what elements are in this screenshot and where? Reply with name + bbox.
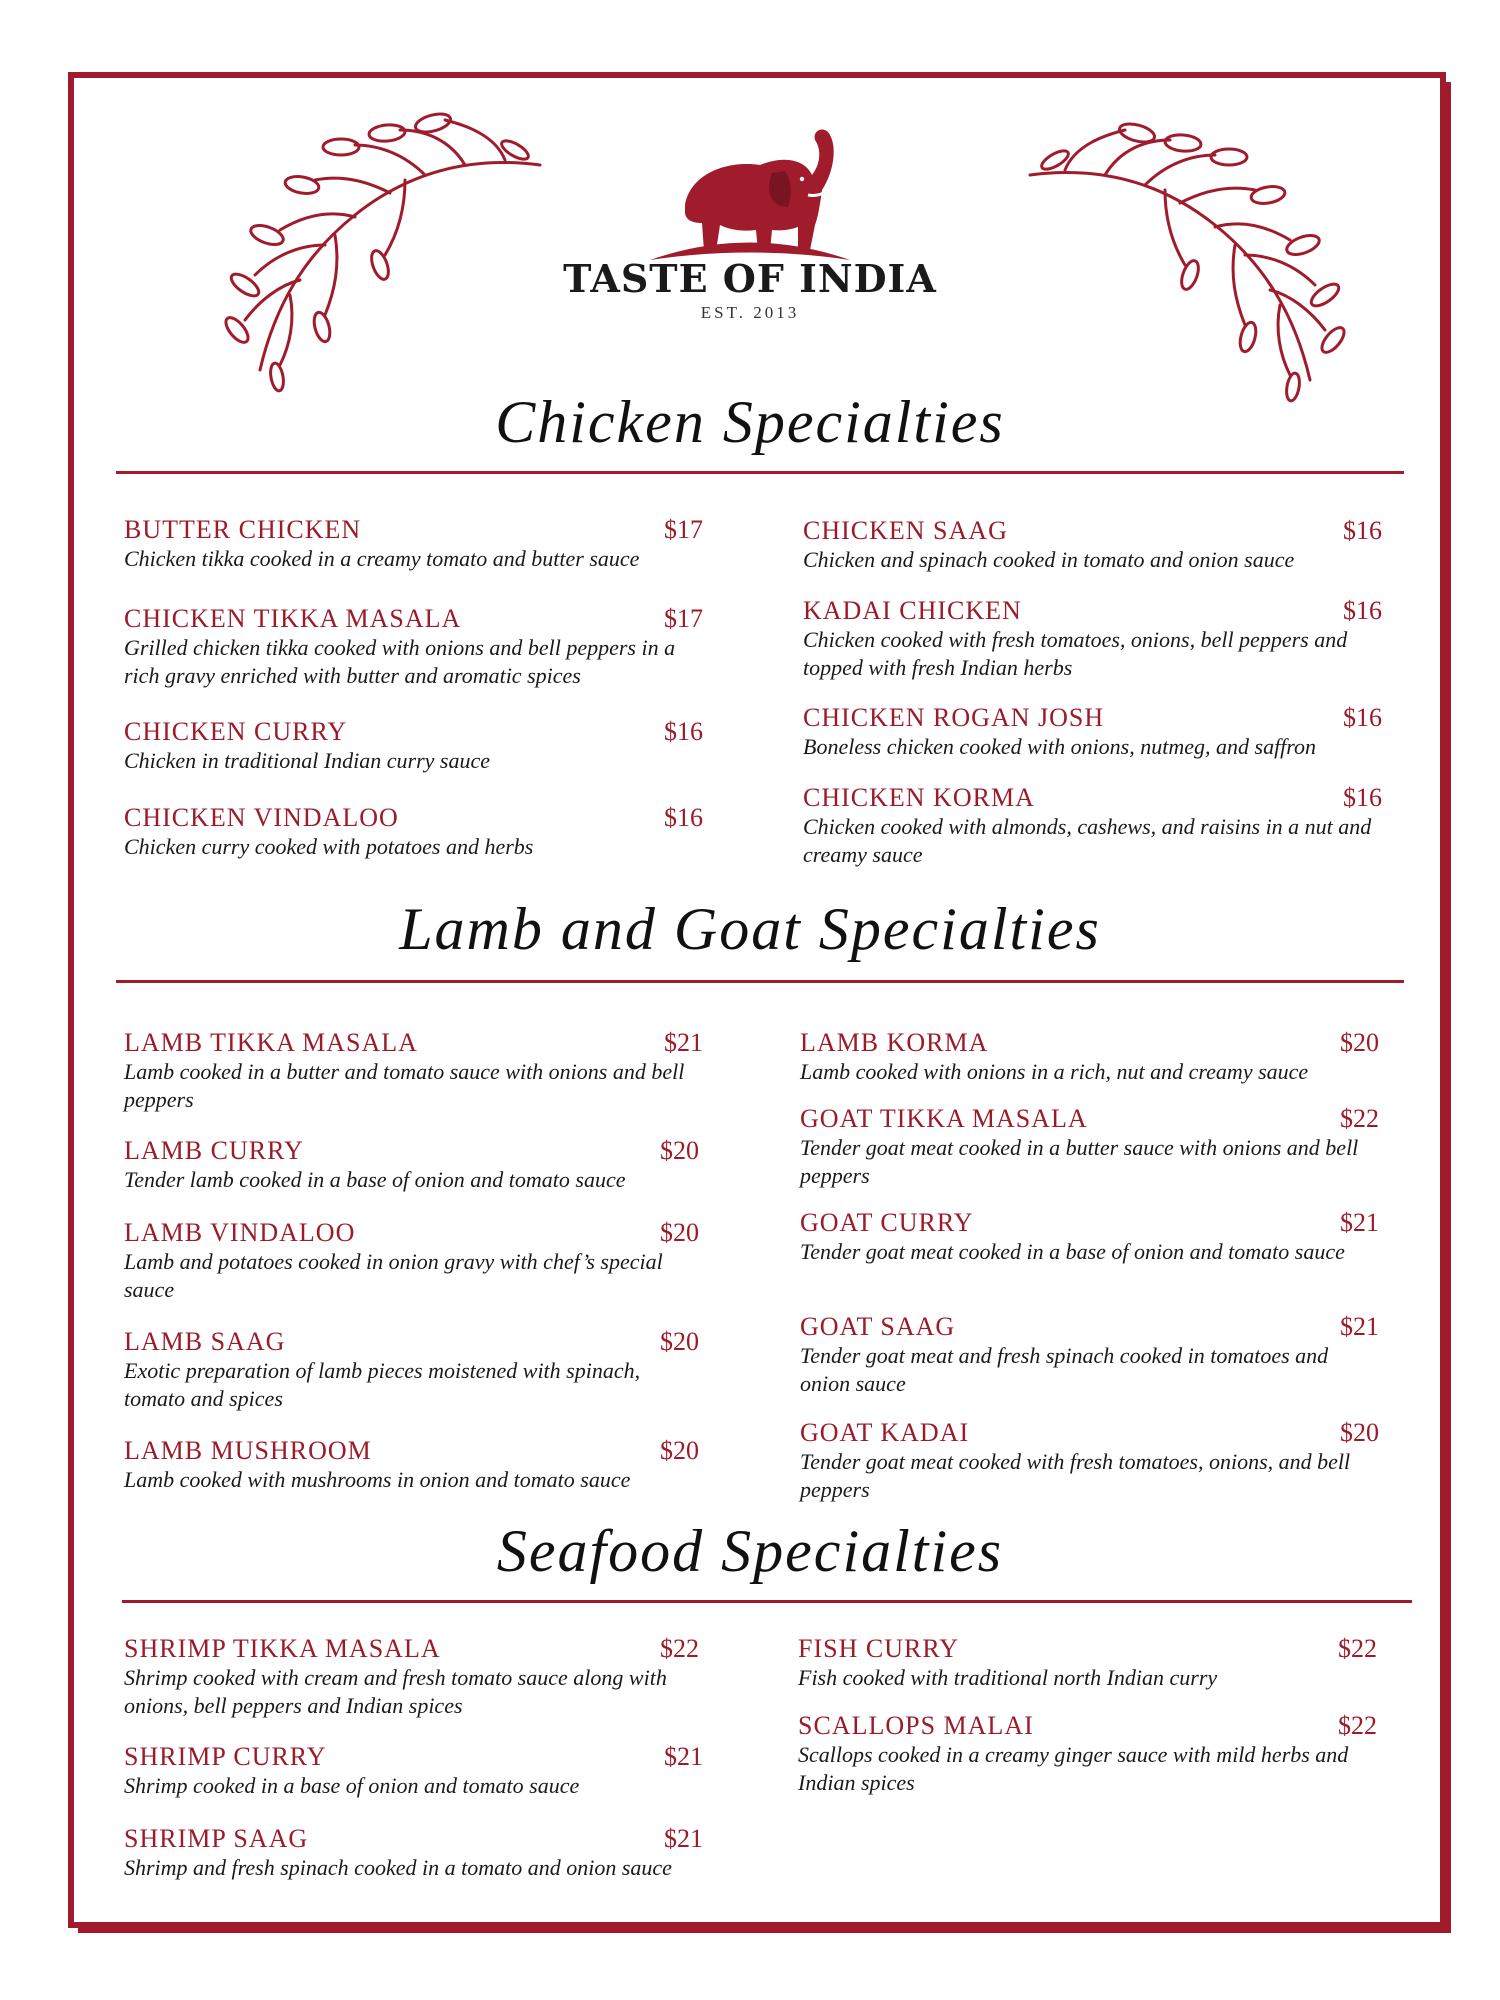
item-name: SHRIMP SAAG <box>124 1824 309 1853</box>
item-price: $17 <box>664 604 703 633</box>
item-description: Boneless chicken cooked with onions, nutmeg, and saffron <box>803 734 1317 759</box>
item-description: Tender goat meat cooked with fresh tomatoes, onions, and bell peppers <box>800 1449 1351 1502</box>
menu-item <box>800 1028 1380 1086</box>
section-title: Chicken Specialties <box>495 389 1005 455</box>
leaf-branch-icon <box>1020 115 1405 405</box>
menu-item <box>124 1327 704 1413</box>
item-price: $16 <box>1343 783 1382 812</box>
item-name: LAMB TIKKA MASALA <box>124 1028 418 1057</box>
item-name: CHICKEN ROGAN JOSH <box>803 703 1105 732</box>
item-price: $20 <box>660 1218 699 1247</box>
item-description: Exotic preparation of lamb pieces moistened with spinach, tomato and spices <box>124 1358 641 1411</box>
item-price: $21 <box>664 1742 703 1771</box>
item-price: $21 <box>664 1824 703 1853</box>
menu-item <box>798 1634 1378 1692</box>
menu-item <box>124 1436 704 1494</box>
item-price: $16 <box>1343 596 1382 625</box>
item-description: Fish cooked with traditional north Indian curry <box>798 1665 1218 1690</box>
brand-name: TASTE OF INDIA <box>563 256 937 301</box>
item-name: LAMB CURRY <box>124 1136 304 1165</box>
item-name: LAMB KORMA <box>800 1028 989 1057</box>
item-price: $20 <box>660 1327 699 1356</box>
menu-item <box>800 1104 1380 1190</box>
menu-item <box>800 1418 1380 1504</box>
item-description: Lamb cooked in a butter and tomato sauce with onions and bell peppers <box>124 1059 685 1112</box>
item-price: $22 <box>1338 1634 1377 1663</box>
item-name: CHICKEN SAAG <box>803 516 1008 545</box>
menu-item <box>124 604 704 690</box>
item-name: KADAI CHICKEN <box>803 596 1022 625</box>
menu-border-shadow-right <box>1446 82 1451 1932</box>
item-price: $20 <box>660 1136 699 1165</box>
item-name: LAMB MUSHROOM <box>124 1436 372 1465</box>
section-divider <box>122 1600 1412 1603</box>
menu-item <box>803 783 1383 869</box>
menu-item <box>803 703 1383 761</box>
item-description: Scallops cooked in a creamy ginger sauce with mild herbs and Indian spices <box>798 1742 1349 1795</box>
item-description: Lamb and potatoes cooked in onion gravy with chef’s special sauce <box>124 1249 663 1302</box>
menu-item <box>803 596 1383 682</box>
item-price: $16 <box>664 803 703 832</box>
leaf-branch-icon <box>165 105 550 395</box>
item-name: GOAT TIKKA MASALA <box>800 1104 1088 1133</box>
menu-item <box>803 516 1383 574</box>
menu-item <box>124 1742 704 1800</box>
item-name: SHRIMP TIKKA MASALA <box>124 1634 441 1663</box>
item-description: Chicken tikka cooked in a creamy tomato and butter sauce <box>124 546 640 571</box>
item-price: $20 <box>1340 1418 1379 1447</box>
section-divider <box>116 471 1404 474</box>
item-name: CHICKEN VINDALOO <box>124 803 399 832</box>
item-price: $22 <box>1338 1711 1377 1740</box>
item-price: $22 <box>1340 1104 1379 1133</box>
section-title: Lamb and Goat Specialties <box>399 896 1101 962</box>
item-price: $21 <box>1340 1312 1379 1341</box>
menu-item <box>124 717 704 775</box>
item-name: SHRIMP CURRY <box>124 1742 327 1771</box>
item-description: Chicken and spinach cooked in tomato and onion sauce <box>803 547 1295 572</box>
item-name: LAMB SAAG <box>124 1327 286 1356</box>
item-name: CHICKEN CURRY <box>124 717 348 746</box>
item-description: Chicken cooked with fresh tomatoes, onions, bell peppers and topped with fresh Indian herbs <box>803 627 1348 680</box>
item-price: $20 <box>1340 1028 1379 1057</box>
item-description: Tender goat meat cooked in a base of onion and tomato sauce <box>800 1239 1345 1264</box>
item-price: $21 <box>1340 1208 1379 1237</box>
item-description: Tender lamb cooked in a base of onion and tomato sauce <box>124 1167 626 1192</box>
item-name: FISH CURRY <box>798 1634 959 1663</box>
item-description: Shrimp cooked in a base of onion and tomato sauce <box>124 1773 580 1798</box>
menu-item <box>124 1028 704 1114</box>
item-price: $16 <box>1343 516 1382 545</box>
menu-item <box>124 1136 704 1194</box>
menu-item <box>798 1711 1378 1797</box>
menu-border-shadow-bottom <box>78 1928 1451 1933</box>
item-description: Shrimp and fresh spinach cooked in a tomato and onion sauce <box>124 1855 672 1880</box>
item-price: $16 <box>664 717 703 746</box>
item-description: Chicken in traditional Indian curry sauce <box>124 748 490 773</box>
item-price: $16 <box>1343 703 1382 732</box>
menu-item <box>124 803 704 861</box>
item-price: $20 <box>660 1436 699 1465</box>
menu-item <box>124 1634 704 1720</box>
menu-item <box>800 1208 1380 1266</box>
item-name: SCALLOPS MALAI <box>798 1711 1034 1740</box>
item-name: CHICKEN TIKKA MASALA <box>124 604 462 633</box>
item-name: BUTTER CHICKEN <box>124 515 362 544</box>
item-description: Grilled chicken tikka cooked with onions and bell peppers in a rich gravy enriched with butter and aromatic spices <box>124 635 676 688</box>
menu-item <box>124 1218 704 1304</box>
section-title: Seafood Specialties <box>496 1518 1004 1584</box>
item-price: $21 <box>664 1028 703 1057</box>
item-description: Shrimp cooked with cream and fresh tomato sauce along with onions, bell peppers and Indian spices <box>124 1665 667 1718</box>
item-price: $17 <box>664 515 703 544</box>
item-name: GOAT SAAG <box>800 1312 956 1341</box>
item-name: LAMB VINDALOO <box>124 1218 356 1247</box>
menu-item <box>124 515 704 573</box>
item-description: Tender goat meat cooked in a butter sauce with onions and bell peppers <box>800 1135 1359 1188</box>
menu-item <box>124 1824 704 1882</box>
brand-established: EST. 2013 <box>700 303 800 322</box>
item-description: Tender goat meat and fresh spinach cooked in tomatoes and onion sauce <box>800 1343 1329 1396</box>
item-description: Lamb cooked with onions in a rich, nut and creamy sauce <box>800 1059 1309 1084</box>
section-divider <box>116 980 1404 983</box>
item-name: CHICKEN KORMA <box>803 783 1035 812</box>
item-price: $22 <box>660 1634 699 1663</box>
item-description: Lamb cooked with mushrooms in onion and tomato sauce <box>124 1467 631 1492</box>
item-description: Chicken curry cooked with potatoes and herbs <box>124 834 534 859</box>
item-description: Chicken cooked with almonds, cashews, and raisins in a nut and creamy sauce <box>803 814 1372 867</box>
item-name: GOAT CURRY <box>800 1208 974 1237</box>
item-name: GOAT KADAI <box>800 1418 970 1447</box>
menu-item <box>800 1312 1380 1398</box>
